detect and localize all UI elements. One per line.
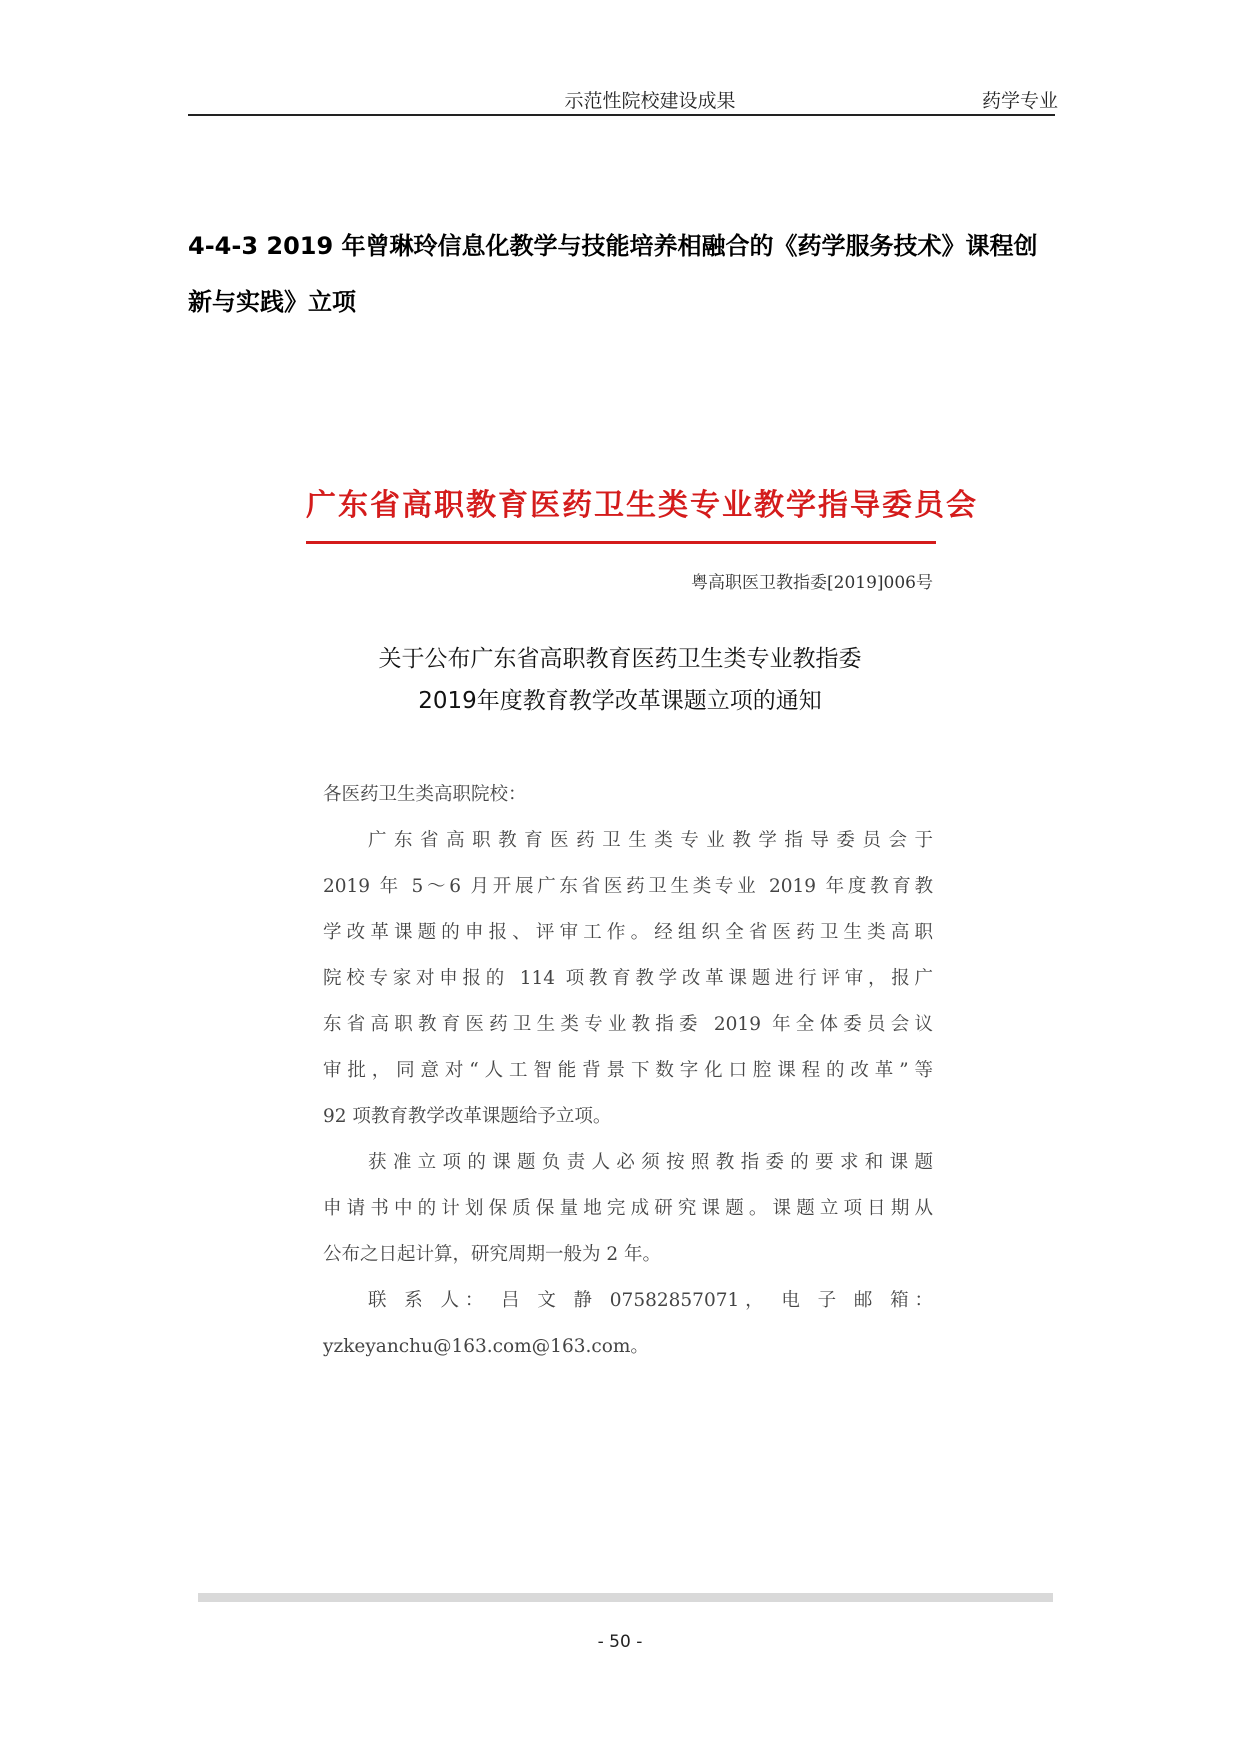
section-title: 4-4-3 2019 年曾琳玲信息化教学与技能培养相融合的《药学服务技术》课程创新与实践》立项 [188, 232, 1038, 316]
email-line: yzkeyanchu@163.com@163.com。 [323, 1336, 649, 1357]
body-line: 申请书中的计划保质保量地完成研究课题。课题立项日期从 [323, 1198, 933, 1219]
salutation: 各医药卫生类高职院校： [323, 784, 527, 805]
body-line: 广东省高职教育医药卫生类专业教学指导委员会于 [368, 830, 933, 851]
body-line: 审批，同意对“人工智能背景下数字化口腔课程的改革”等 [323, 1060, 933, 1081]
contact-line: 联 系 人： 吕 文 静 07582857071， 电 子 邮 箱： [368, 1290, 933, 1311]
committee-name: 广东省高职教育医药卫生类专业教学指导委员会 [306, 488, 978, 523]
header-center-text: 示范性院校建设成果 [564, 90, 736, 112]
body-line: 东省高职教育医药卫生类专业教指委 2019 年全体委员会议 [323, 1014, 933, 1035]
scanned-notice [290, 480, 978, 1380]
notice-title [290, 638, 950, 722]
document-number: 粤高职医卫教指委[2019]006号 [691, 573, 933, 593]
body-line: 获准立项的课题负责人必须按照教指委的要求和课题 [368, 1152, 933, 1173]
footer-bar [198, 1593, 1053, 1602]
header-divider [188, 114, 1055, 116]
notice-title-line-1: 关于公布广东省高职教育医药卫生类专业教指委 [378, 646, 862, 672]
body-line: 学改革课题的申报、评审工作。经组织全省医药卫生类高职 [323, 922, 933, 943]
header-right-text: 药学专业 [981, 90, 1058, 112]
body-line: 院校专家对申报的 114 项教育教学改革课题进行评审，报广 [323, 968, 933, 989]
body-line: 92 项教育教学改革课题给予立项。 [323, 1106, 612, 1127]
notice-title-line-2: 2019年度教育教学改革课题立项的通知 [418, 688, 822, 714]
body-line: 2019 年 5～6 月开展广东省医药卫生类专业 2019 年度教育教 [323, 876, 933, 897]
body-line: 公布之日起计算，研究周期一般为 2 年。 [323, 1244, 662, 1265]
notice-body [323, 772, 933, 1370]
page-number: - 50 - [597, 1632, 643, 1652]
red-divider [306, 541, 936, 544]
